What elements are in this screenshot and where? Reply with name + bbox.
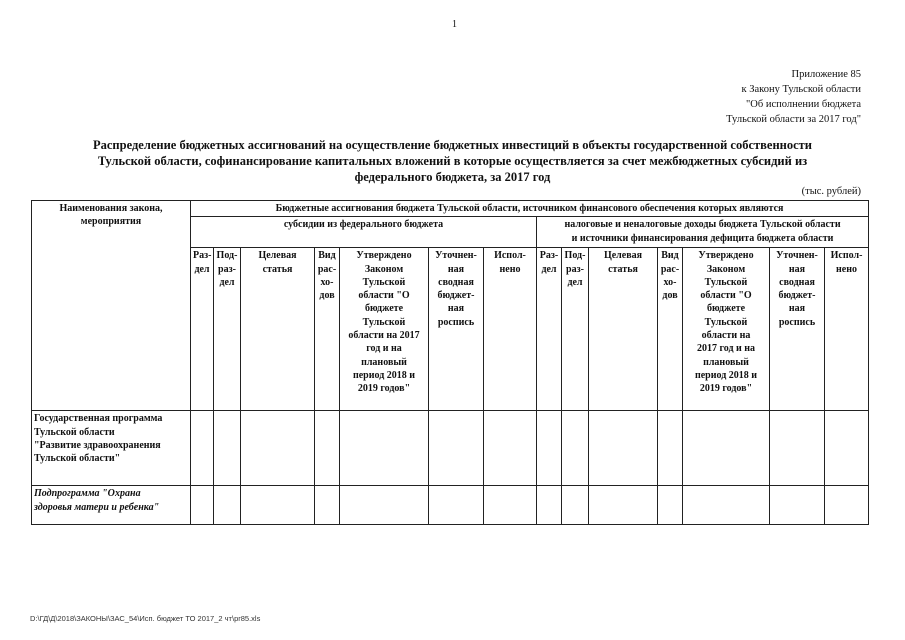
appendix-line-1: Приложение 85 [791,69,861,80]
column-header-federal-2: Под- раз- дел [214,248,241,411]
column-header-top: Бюджетные ассигнования бюджета Тульской области, источником финансового обеспечения которых являются [191,201,869,217]
table-cell [191,411,214,486]
table-row [32,486,869,525]
table-cell [214,411,241,486]
units-label: (тыс. рублей) [801,186,861,197]
table-cell [658,486,683,525]
column-header-federal-7: Испол- нено [484,248,537,411]
table-cell [770,486,825,525]
appendix-header [726,67,861,127]
table-cell [484,486,537,525]
table-cell [340,486,429,525]
table-cell [589,486,658,525]
table-cell [191,486,214,525]
table-cell [537,411,562,486]
table-cell [241,411,315,486]
table-cell [683,486,770,525]
column-header-federal-1: Раз- дел [191,248,214,411]
table-cell [562,411,589,486]
row-label: Подпрограмма "Охрана здоровья матери и ребенка" [32,486,191,525]
title-line-1: Распределение бюджетных ассигнований на осуществление бюджетных инвестиций в объекты государственной собственности [92,138,812,152]
table-cell [241,486,315,525]
column-header-federal-5: Утверждено Законом Тульской области "О бюджете Тульской области на 2017 год и на плановый период 2018 и 2019 годов" [340,248,429,411]
table-row [32,411,869,486]
column-header-regional-3: Целевая статья [589,248,658,411]
column-header-regional-5: Утверждено Законом Тульской области "О бюджете Тульской области на 2017 год и на плановый период 2018 и 2019 годов" [683,248,770,411]
table-cell [429,486,484,525]
table-cell [562,486,589,525]
group-header-regional: налоговые и неналоговые доходы бюджета Тульской области и источники финансирования дефицита бюджета области [537,217,869,248]
table-cell [537,486,562,525]
table-cell [340,411,429,486]
table-cell [429,411,484,486]
title-line-2: Тульской области, софинансирование капитальных вложений в которые осуществляется за счет межбюджетных субсидий из [97,154,808,168]
document-title [40,137,865,185]
table-cell [658,411,683,486]
group-header-federal: субсидии из федерального бюджета [191,217,537,248]
table-cell [589,411,658,486]
column-header-regional-2: Под- раз- дел [562,248,589,411]
column-header-regional-4: Вид рас- хо- дов [658,248,683,411]
table-cell [825,486,869,525]
appendix-line-4: Тульской области за 2017 год" [726,114,861,125]
table-cell [683,411,770,486]
file-path-footer: D:\ГД\Д\2018\ЗАКОНЫ\ЗАС_54\Исп. бюджет ТО 2017_2 чт\pr85.xls [30,614,261,623]
table-cell [484,411,537,486]
table-cell [315,486,340,525]
budget-table [31,200,869,525]
appendix-line-3: "Об исполнении бюджета [746,99,861,110]
column-header-regional-6: Уточнен- ная сводная бюджет- ная роспись [770,248,825,411]
column-header-name: Наименования закона, мероприятия [32,201,191,411]
table-cell [825,411,869,486]
column-header-regional-1: Раз- дел [537,248,562,411]
column-header-federal-3: Целевая статья [241,248,315,411]
table-cell [214,486,241,525]
row-label: Государственная программа Тульской области "Развитие здравоохранения Тульской области" [32,411,191,486]
column-header-federal-4: Вид рас- хо- дов [315,248,340,411]
page-number: 1 [452,19,457,30]
table-cell [770,411,825,486]
table-cell [315,411,340,486]
column-header-federal-6: Уточнен- ная сводная бюджет- ная роспись [429,248,484,411]
title-line-3: федерального бюджета, за 2017 год [354,170,551,184]
appendix-line-2: к Закону Тульской области [741,84,861,95]
column-header-regional-7: Испол- нено [825,248,869,411]
